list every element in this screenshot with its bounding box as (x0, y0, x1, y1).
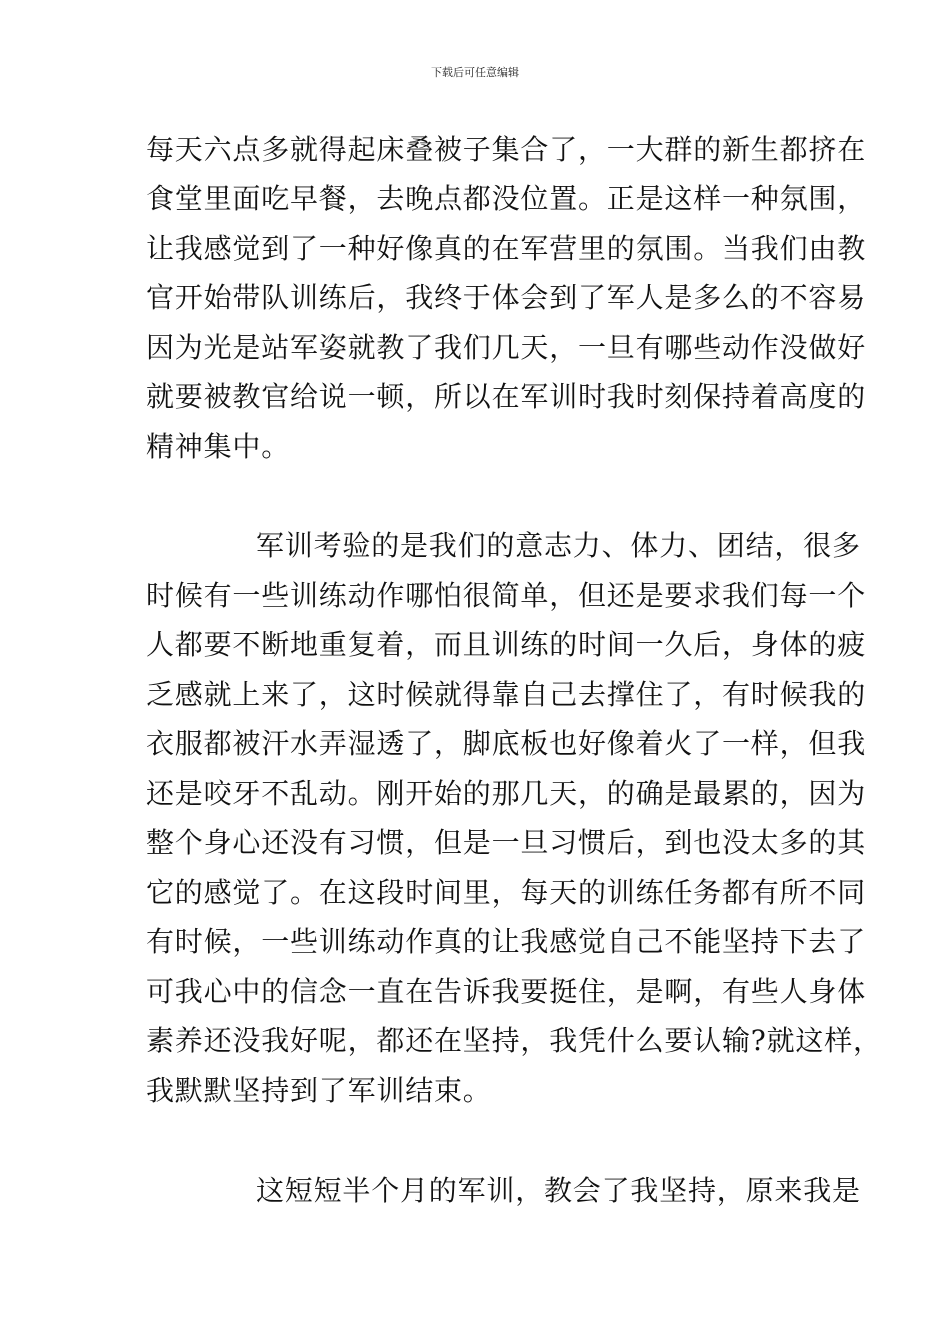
text-line: 因为光是站军姿就教了我们几天，一旦有哪些动作没做好 (146, 331, 867, 364)
text-line: 我默默坚持到了军训结束。 (146, 1074, 492, 1107)
text-line: 还是咬牙不乱动。刚开始的那几天，的确是最累的，因为 (146, 777, 867, 810)
text-line: 衣服都被汗水弄湿透了，脚底板也好像着火了一样，但我 (146, 727, 867, 760)
text-line: 有时候，一些训练动作真的让我感觉自己不能坚持下去了 (146, 925, 867, 958)
text-line: 时候有一些训练动作哪怕很简单，但还是要求我们每一个 (146, 579, 867, 612)
text-line: 让我感觉到了一种好像真的在军营里的氛围。当我们由教 (146, 232, 867, 265)
text-line: 这短短半个月的军训，教会了我坚持，原来我是 (256, 1174, 861, 1207)
page-header: 下载后可任意编辑 (431, 66, 519, 79)
text-line: 食堂里面吃早餐，去晚点都没位置。正是这样一种氛围， (146, 182, 867, 215)
text-line: 素养还没我好呢，都还在坚持，我凭什么要认输?就这样， (146, 1024, 882, 1057)
text-line: 它的感觉了。在这段时间里，每天的训练任务都有所不同 (146, 876, 867, 909)
text-line: 整个身心还没有习惯，但是一旦习惯后，到也没太多的其 (146, 826, 867, 859)
text-line: 人都要不断地重复着，而且训练的时间一久后，身体的疲 (146, 628, 867, 661)
text-line: 可我心中的信念一直在告诉我要挺住，是啊，有些人身体 (146, 975, 867, 1008)
text-line: 精神集中。 (146, 430, 291, 463)
text-line: 每天六点多就得起床叠被子集合了，一大群的新生都挤在 (146, 133, 867, 166)
text-line: 就要被教官给说一顿，所以在军训时我时刻保持着高度的 (146, 380, 867, 413)
text-line: 军训考验的是我们的意志力、体力、团结，很多 (256, 529, 861, 562)
text-line: 乏感就上来了，这时候就得靠自己去撑住了，有时候我的 (146, 678, 867, 711)
text-line: 官开始带队训练后，我终于体会到了军人是多么的不容易 (146, 281, 867, 314)
